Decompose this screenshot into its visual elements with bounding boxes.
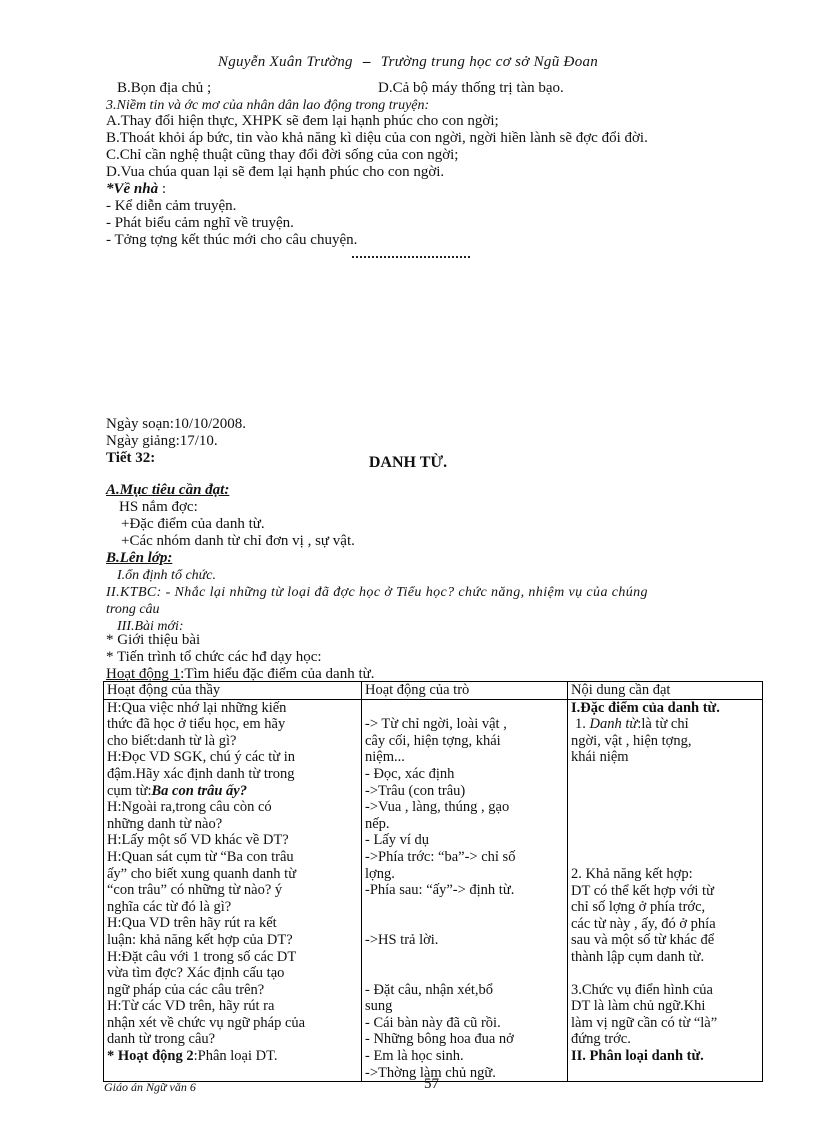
student-line: lợng. bbox=[365, 865, 395, 882]
content-spacer-1 bbox=[571, 766, 759, 866]
content-point-2 bbox=[571, 866, 759, 966]
student-lines bbox=[365, 700, 564, 1082]
homework-label: *Về nhà bbox=[106, 181, 159, 197]
answer-d: D.Vua chúa quan lại sẽ đem lại hạnh phúc cho con ngời. bbox=[106, 164, 445, 180]
content-point-2-line: các từ này , ấy, đó ở phía bbox=[571, 915, 716, 932]
content-section-2: II. Phân loại danh từ. bbox=[571, 1047, 704, 1064]
teacher-lines bbox=[107, 700, 358, 1048]
step-1: I.ổn định tổ chức. bbox=[117, 568, 217, 583]
answer-b: B.Thoát khỏi áp bức, tin vào khả năng kì diệu của con ngời, ngời hiền lành sẽ đợc đổi đời. bbox=[106, 130, 648, 146]
student-line: -> Từ chỉ ngời, loài vật , bbox=[365, 716, 507, 733]
option-b: B.Bọn địa chủ ; bbox=[117, 80, 212, 96]
teacher-line: H:Đặt câu với 1 trong số các DT bbox=[107, 948, 297, 965]
homework-heading bbox=[106, 181, 166, 198]
section-divider bbox=[352, 256, 470, 258]
step-2-line-2: trong câu bbox=[106, 602, 160, 617]
content-point-3 bbox=[571, 982, 759, 1048]
option-d: D.Cả bộ máy thống trị tàn bạo. bbox=[378, 80, 564, 96]
lesson-table bbox=[103, 681, 763, 1082]
teacher-line bbox=[107, 783, 358, 800]
homework-item-3: - Tởng tợng kết thúc mới cho câu chuyện. bbox=[106, 232, 358, 248]
teacher-line: H:Ngoài ra,trong câu còn có bbox=[107, 799, 272, 816]
date-taught: Ngày giảng:17/10. bbox=[106, 433, 218, 449]
teacher-line: H:Qua việc nhớ lại những kiến bbox=[107, 699, 287, 716]
content-point-2-line: chỉ số lợng ở phía trớc, bbox=[571, 899, 706, 916]
student-line: cây cối, hiện tợng, khái bbox=[365, 732, 501, 749]
content-point-3-line: đứng trớc. bbox=[571, 1031, 631, 1048]
content-point-3-line: 3.Chức vụ điển hình của bbox=[571, 981, 713, 998]
content-point-1-line-3: khái niệm bbox=[571, 749, 629, 766]
student-line: - Những bông hoa đua nở bbox=[365, 1031, 514, 1048]
header-content: Nội dung cần đạt bbox=[568, 682, 763, 700]
teacher-line: đậm.Hãy xác định danh từ trong bbox=[107, 765, 295, 782]
teacher-line: ngữ pháp của các câu trên? bbox=[107, 981, 265, 998]
goals-heading: A.Mục tiêu cần đạt: bbox=[106, 482, 230, 498]
date-prepared: Ngày soạn:10/10/2008. bbox=[106, 416, 246, 432]
teacher-line: thức đã học ở tiểu học, em hãy bbox=[107, 716, 286, 733]
student-line: - Cái bàn này đã cũ rồi. bbox=[365, 1014, 501, 1031]
teacher-line-lead: cụm từ: bbox=[107, 782, 152, 799]
content-point-1 bbox=[571, 716, 759, 733]
student-line: ->HS trả lời. bbox=[365, 931, 439, 948]
teacher-line: danh từ trong câu? bbox=[107, 1031, 216, 1048]
class-heading: B.Lên lớp: bbox=[106, 550, 173, 566]
teacher-line: luận: khả năng kết hợp của DT? bbox=[107, 931, 293, 948]
process-line: * Tiến trình tổ chức các hđ dạy học: bbox=[106, 649, 322, 665]
teacher-line: nghĩa các từ đó là gì? bbox=[107, 898, 232, 915]
activity-2-text: :Phân loại DT. bbox=[193, 1048, 278, 1065]
teacher-activity-2 bbox=[107, 1048, 358, 1065]
point-1-term: Danh từ bbox=[589, 716, 638, 733]
student-line: sung bbox=[365, 998, 393, 1015]
student-line: -Phía sau: “ấy”-> định từ. bbox=[365, 882, 515, 899]
goal-item-1: +Đặc điểm của danh từ. bbox=[121, 516, 265, 532]
content-point-2-line: thành lập cụm danh từ. bbox=[571, 948, 705, 965]
activity-2-label: * Hoạt động 2 bbox=[107, 1048, 194, 1065]
teacher-line: những danh từ nào? bbox=[107, 815, 223, 832]
student-line: nếp. bbox=[365, 815, 390, 832]
student-line: - Em là học sinh. bbox=[365, 1048, 464, 1065]
question-3: 3.Niềm tin và ớc mơ của nhân dân lao động trong truyện: bbox=[106, 98, 430, 113]
teacher-line: cho biết:danh từ là gì? bbox=[107, 732, 237, 749]
goals-intro: HS nắm đợc: bbox=[119, 499, 198, 515]
content-point-1-line-2: ngời, vật , hiện tợng, bbox=[571, 732, 692, 749]
table-body-row bbox=[104, 699, 763, 1082]
student-line: - Đặt câu, nhận xét,bổ bbox=[365, 981, 494, 998]
goal-item-2: +Các nhóm danh từ chỉ đơn vị , sự vật. bbox=[121, 533, 355, 549]
homework-item-1: - Kể diễn cảm truyện. bbox=[106, 198, 237, 214]
intro-line: * Giới thiệu bài bbox=[106, 632, 201, 648]
table-header-row bbox=[104, 682, 763, 700]
activity-1-label: Hoạt động 1 bbox=[106, 666, 181, 682]
homework-item-2: - Phát biểu cảm nghĩ về truyện. bbox=[106, 215, 294, 231]
activity-1-text: :Tìm hiểu đặc điểm của danh từ. bbox=[180, 666, 375, 682]
page-header bbox=[0, 54, 816, 71]
student-line bbox=[365, 915, 564, 932]
teacher-emphasis: Ba con trâu ấy? bbox=[151, 782, 247, 799]
teacher-line: H:Qua VD trên hãy rút ra kết bbox=[107, 915, 277, 932]
lesson-period: Tiết 32: bbox=[106, 450, 156, 466]
teacher-line: H:Đọc VD SGK, chú ý các từ in bbox=[107, 749, 296, 766]
header-dash: – bbox=[362, 54, 371, 70]
student-line: - Đọc, xác định bbox=[365, 765, 455, 782]
answer-a: A.Thay đổi hiện thực, XHPK sẽ đem lại hạnh phúc cho con ngời; bbox=[106, 113, 499, 129]
page-number: 57 bbox=[424, 1076, 439, 1092]
content-point-2-line: sau và một số từ khác để bbox=[571, 932, 715, 949]
teacher-line: ấy” cho biết xung quanh danh từ bbox=[107, 865, 297, 882]
point-1-text: :là từ chỉ bbox=[637, 716, 689, 733]
header-author: Nguyễn Xuân Trường bbox=[217, 54, 353, 70]
header-teacher: Hoạt động của thầy bbox=[104, 682, 362, 700]
student-line bbox=[365, 949, 564, 966]
teacher-line: “con trâu” có những từ nào? ý bbox=[107, 882, 283, 899]
teacher-line: H:Từ các VD trên, hãy rút ra bbox=[107, 998, 275, 1015]
point-1-num: 1. bbox=[575, 716, 586, 733]
teacher-line: nhận xét về chức vụ ngữ pháp của bbox=[107, 1014, 306, 1031]
student-line: niệm... bbox=[365, 749, 405, 766]
student-line: ->Thờng làm chủ ngữ. bbox=[365, 1064, 496, 1081]
student-line: - Lấy ví dụ bbox=[365, 832, 430, 849]
student-line: ->Trâu (con trâu) bbox=[365, 782, 466, 799]
student-line bbox=[365, 965, 564, 982]
student-line bbox=[365, 899, 564, 916]
content-point-3-line: làm vị ngữ cần có từ “là” bbox=[571, 1014, 718, 1031]
answer-c: C.Chỉ cần nghệ thuật cũng thay đổi đời sống của con ngời; bbox=[106, 147, 459, 163]
teacher-line: H:Lấy một số VD khác về DT? bbox=[107, 832, 289, 849]
content-point-2-line: DT có thể kết hợp với từ bbox=[571, 882, 714, 899]
content-section-1: I.Đặc điểm của danh từ. bbox=[571, 699, 720, 716]
student-line: ->Vua , làng, thúng , gạo bbox=[365, 799, 510, 816]
student-line: ->Phía trớc: “ba”-> chỉ số bbox=[365, 848, 516, 865]
lesson-title: DANH TỪ. bbox=[368, 454, 448, 471]
content-column bbox=[568, 699, 763, 1082]
header-school: Trường trung học cơ sở Ngũ Đoan bbox=[380, 54, 599, 70]
teacher-column bbox=[104, 699, 362, 1082]
header-student: Hoạt động của trò bbox=[362, 682, 568, 700]
footer-book-title: Giáo án Ngữ văn 6 bbox=[104, 1080, 196, 1094]
student-line bbox=[365, 700, 564, 717]
step-3: III.Bài mới: bbox=[117, 619, 184, 634]
content-point-3-line: DT là làm chủ ngữ.Khi bbox=[571, 998, 706, 1015]
content-point-2-line: 2. Khả năng kết hợp: bbox=[571, 865, 693, 882]
teacher-line: vừa tìm đợc? Xác định cấu tạo bbox=[107, 965, 285, 982]
teacher-line: H:Quan sát cụm từ “Ba con trâu bbox=[107, 848, 294, 865]
content-spacer-2 bbox=[571, 966, 759, 982]
homework-colon: : bbox=[158, 181, 167, 197]
step-2-line-1: II.KTBC: - Nhắc lại những từ loại đã đợc học ở Tiểu học? chức năng, nhiệm vụ của chúng bbox=[106, 585, 648, 600]
student-column bbox=[362, 699, 568, 1082]
